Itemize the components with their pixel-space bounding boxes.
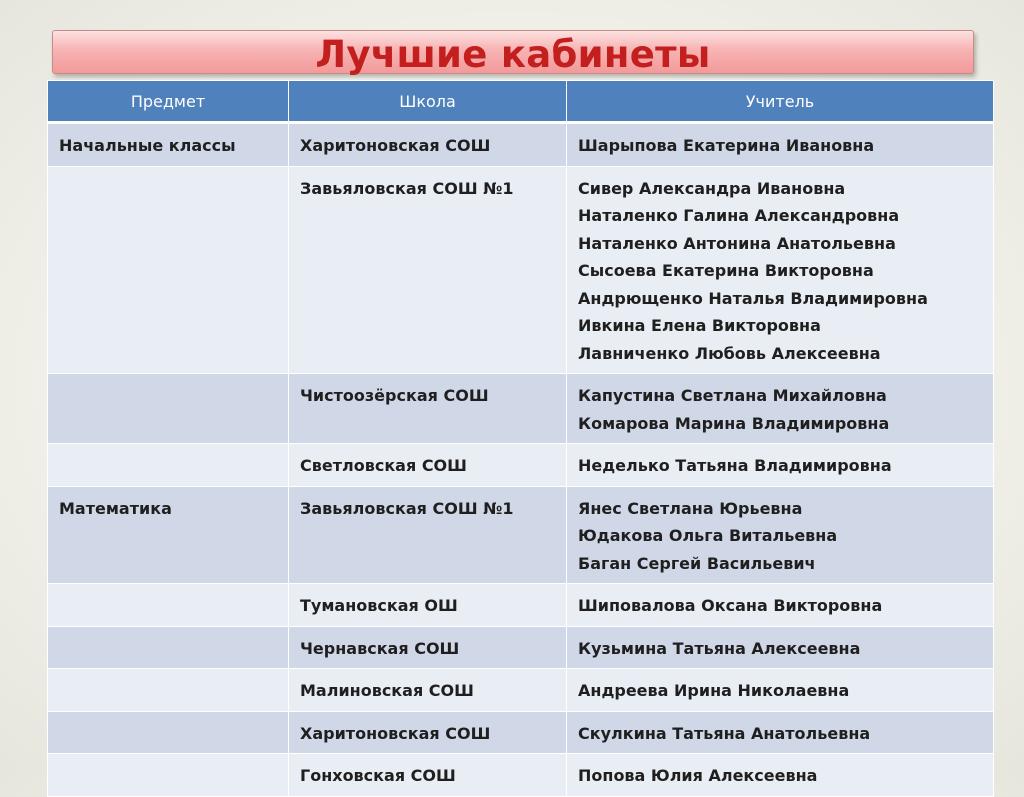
school-cell: Светловская СОШ: [289, 444, 567, 487]
teacher-cell: [567, 669, 994, 712]
subject-cell: [48, 584, 289, 627]
table-row: [48, 374, 994, 444]
subject-cell: [48, 444, 289, 487]
school-cell: Чистоозёрская СОШ: [289, 374, 567, 444]
school-cell: Харитоновская СОШ: [289, 711, 567, 754]
table-row: [48, 754, 994, 797]
subject-cell: [48, 166, 289, 374]
table-body: [48, 123, 994, 797]
teacher-cell: [567, 444, 994, 487]
teacher-cell: [567, 486, 994, 584]
subject-cell: [48, 374, 289, 444]
header-subject: Предмет: [48, 81, 289, 123]
teacher-cell: [567, 626, 994, 669]
teacher-name: Капустина Светлана Михайловна: [578, 386, 887, 405]
teacher-cell: [567, 374, 994, 444]
teacher-cell: [567, 166, 994, 374]
table-row: [48, 166, 994, 374]
subject-cell: [48, 669, 289, 712]
table-row: [48, 123, 994, 167]
teacher-name: Комарова Марина Владимировна: [578, 413, 890, 433]
table-row: [48, 626, 994, 669]
school-cell: Чернавская СОШ: [289, 626, 567, 669]
teacher-name: Андрющенко Наталья Владимировна: [578, 288, 928, 308]
teacher-cell: [567, 711, 994, 754]
school-cell: Харитоновская СОШ: [289, 123, 567, 167]
subject-cell: [48, 754, 289, 797]
school-cell: Малиновская СОШ: [289, 669, 567, 712]
table-row: [48, 444, 994, 487]
teacher-name: Шиповалова Оксана Викторовна: [578, 596, 883, 615]
teacher-name: Янес Светлана Юрьевна: [578, 498, 803, 518]
page-title: Лучшие кабинеты: [315, 32, 711, 76]
teacher-name: Кузьмина Татьяна Алексеевна: [578, 638, 861, 658]
teacher-name: Сысоева Екатерина Викторовна: [578, 261, 874, 280]
teacher-name: Юдакова Ольга Витальевна: [578, 526, 838, 545]
teacher-name: Шарыпова Екатерина Ивановна: [578, 136, 875, 155]
teacher-cell: [567, 754, 994, 797]
teacher-name: Наталенко Антонина Анатольевна: [578, 233, 896, 253]
school-cell: Завьяловская СОШ №1: [289, 166, 567, 374]
teacher-name: Скулкина Татьяна Анатольевна: [578, 723, 871, 743]
teacher-name: Баган Сергей Васильевич: [578, 553, 816, 573]
subject-cell: Начальные классы: [48, 123, 289, 167]
table-row: [48, 669, 994, 712]
school-cell: Тумановская ОШ: [289, 584, 567, 627]
table-row: [48, 584, 994, 627]
teacher-name: Лавниченко Любовь Алексеевна: [578, 343, 881, 363]
teacher-name: Попова Юлия Алексеевна: [578, 766, 818, 785]
table-row: [48, 711, 994, 754]
teacher-name: Неделько Татьяна Владимировна: [578, 456, 892, 475]
teacher-name: Андреева Ирина Николаевна: [578, 681, 850, 700]
teacher-name: Сивер Александра Ивановна: [578, 178, 846, 198]
subject-cell: [48, 711, 289, 754]
teacher-cell: [567, 123, 994, 167]
title-banner: [52, 30, 974, 74]
school-cell: Завьяловская СОШ №1: [289, 486, 567, 584]
header-teacher: Учитель: [567, 81, 994, 123]
header-school: Школа: [289, 81, 567, 123]
table-header-row: [48, 81, 994, 123]
teacher-cell: [567, 584, 994, 627]
best-classrooms-table: [47, 80, 994, 797]
subject-cell: [48, 626, 289, 669]
table-row: [48, 486, 994, 584]
school-cell: Гонховская СОШ: [289, 754, 567, 797]
teacher-name: Наталенко Галина Александровна: [578, 206, 900, 225]
teacher-name: Ивкина Елена Викторовна: [578, 316, 821, 335]
subject-cell: Математика: [48, 486, 289, 584]
